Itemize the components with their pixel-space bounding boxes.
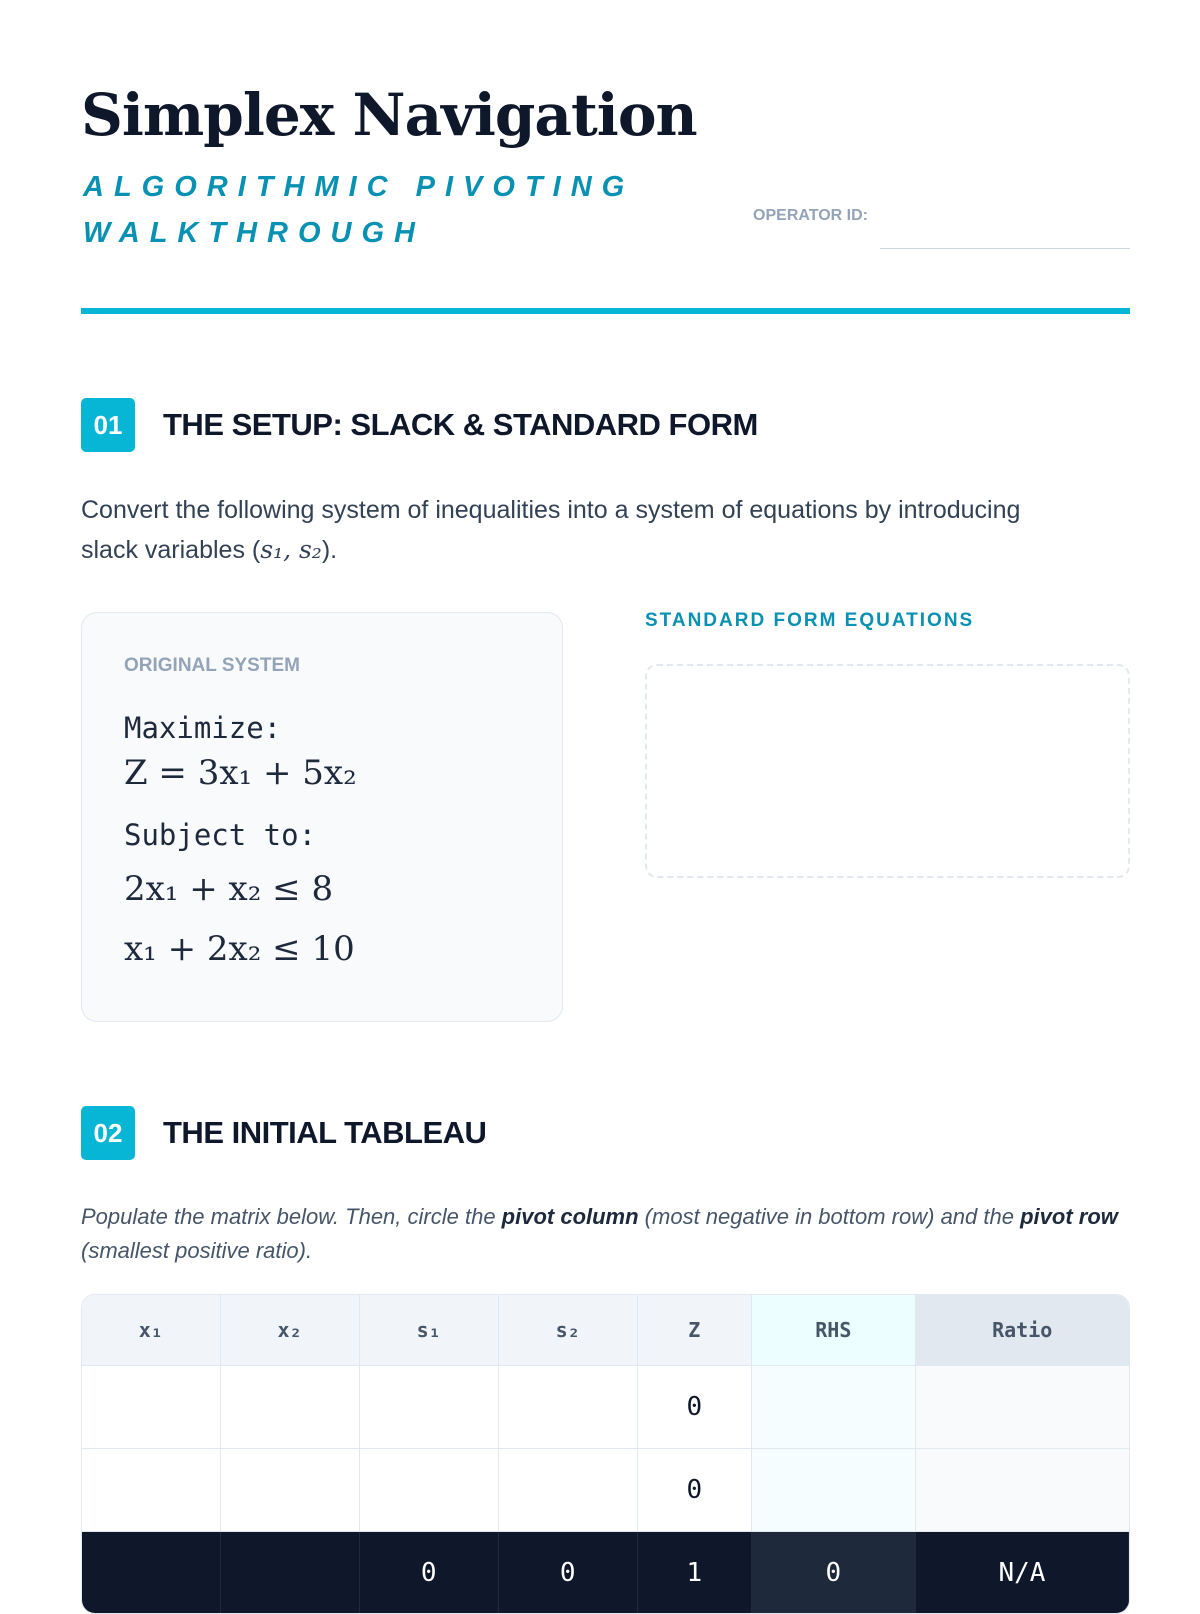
subject-to-label: Subject to: — [124, 818, 316, 852]
section-title: THE INITIAL TABLEAU — [163, 1106, 486, 1160]
section-setup-header — [81, 398, 1130, 452]
cell-r1-x1[interactable] — [82, 1366, 220, 1449]
standard-form-label: STANDARD FORM EQUATIONS — [645, 610, 974, 632]
operator-id-input-line[interactable] — [880, 248, 1130, 249]
table-row — [82, 1449, 1129, 1532]
section-title: THE SETUP: SLACK & STANDARD FORM — [163, 398, 758, 452]
column-header-s2: s₂ — [498, 1295, 637, 1366]
column-header-rhs: RHS — [751, 1295, 915, 1366]
standard-form-answer-box[interactable] — [645, 664, 1130, 878]
section-number-badge: 01 — [81, 398, 135, 452]
instruction-pivot-row: pivot row — [1020, 1204, 1118, 1229]
instruction-text: Populate the matrix below. Then, circle the — [81, 1204, 502, 1229]
objective-function: Z = 3x₁ + 5x₂ — [124, 753, 357, 793]
cell-r1-z: 0 — [637, 1366, 751, 1449]
cell-r2-s1[interactable] — [359, 1449, 498, 1532]
table-row — [82, 1366, 1129, 1449]
objective-row — [82, 1532, 1129, 1614]
section-tableau-header — [81, 1106, 1130, 1160]
tableau-header-row — [82, 1295, 1129, 1366]
column-header-z: Z — [637, 1295, 751, 1366]
cell-obj-rhs: 0 — [751, 1532, 915, 1614]
cell-r1-s2[interactable] — [498, 1366, 637, 1449]
simplex-tableau — [81, 1294, 1130, 1614]
constraint-2: x₁ + 2x₂ ≤ 10 — [124, 929, 355, 969]
setup-instructions — [81, 490, 1081, 570]
original-system-label: ORIGINAL SYSTEM — [124, 655, 300, 677]
column-header-s1: s₁ — [359, 1295, 498, 1366]
slack-variables: s₁, s₂ — [260, 535, 322, 564]
page-subtitle: ALGORITHMIC PIVOTING WALKTHROUGH — [83, 164, 703, 256]
original-system-card — [81, 612, 563, 1022]
cell-r2-ratio[interactable] — [915, 1449, 1128, 1532]
instruction-text: (most negative in bottom row) and the — [639, 1204, 1021, 1229]
operator-id-field — [771, 203, 1130, 253]
cell-obj-x2[interactable] — [220, 1532, 359, 1614]
intro-text-end: ). — [322, 536, 337, 564]
worksheet-page — [81, 0, 1130, 1600]
cell-r2-x2[interactable] — [220, 1449, 359, 1532]
cell-r2-rhs[interactable] — [751, 1449, 915, 1532]
instruction-pivot-column: pivot column — [502, 1204, 639, 1229]
cell-r2-x1[interactable] — [82, 1449, 220, 1532]
cell-obj-s2: 0 — [498, 1532, 637, 1614]
column-header-ratio: Ratio — [915, 1295, 1128, 1366]
cell-r1-s1[interactable] — [359, 1366, 498, 1449]
page-title: Simplex Navigation — [81, 80, 697, 150]
cell-r1-rhs[interactable] — [751, 1366, 915, 1449]
tableau-instructions — [81, 1200, 1130, 1268]
column-header-x2: x₂ — [220, 1295, 359, 1366]
cell-r2-z: 0 — [637, 1449, 751, 1532]
section-number-badge: 02 — [81, 1106, 135, 1160]
tableau-table — [82, 1295, 1129, 1614]
header-divider — [81, 308, 1130, 314]
cell-r1-ratio[interactable] — [915, 1366, 1128, 1449]
cell-obj-z: 1 — [637, 1532, 751, 1614]
operator-id-label: OPERATOR ID: — [748, 203, 868, 228]
cell-obj-x1[interactable] — [82, 1532, 220, 1614]
cell-r2-s2[interactable] — [498, 1449, 637, 1532]
intro-text-start: Convert the following system of inequalities into a system of equations by introducing slack variables ( — [81, 496, 1020, 564]
cell-obj-ratio: N/A — [915, 1532, 1128, 1614]
constraint-1: 2x₁ + x₂ ≤ 8 — [124, 869, 333, 909]
cell-obj-s1: 0 — [359, 1532, 498, 1614]
instruction-text: (smallest positive ratio). — [81, 1238, 312, 1263]
maximize-label: Maximize: — [124, 711, 281, 745]
cell-r1-x2[interactable] — [220, 1366, 359, 1449]
column-header-x1: x₁ — [82, 1295, 220, 1366]
